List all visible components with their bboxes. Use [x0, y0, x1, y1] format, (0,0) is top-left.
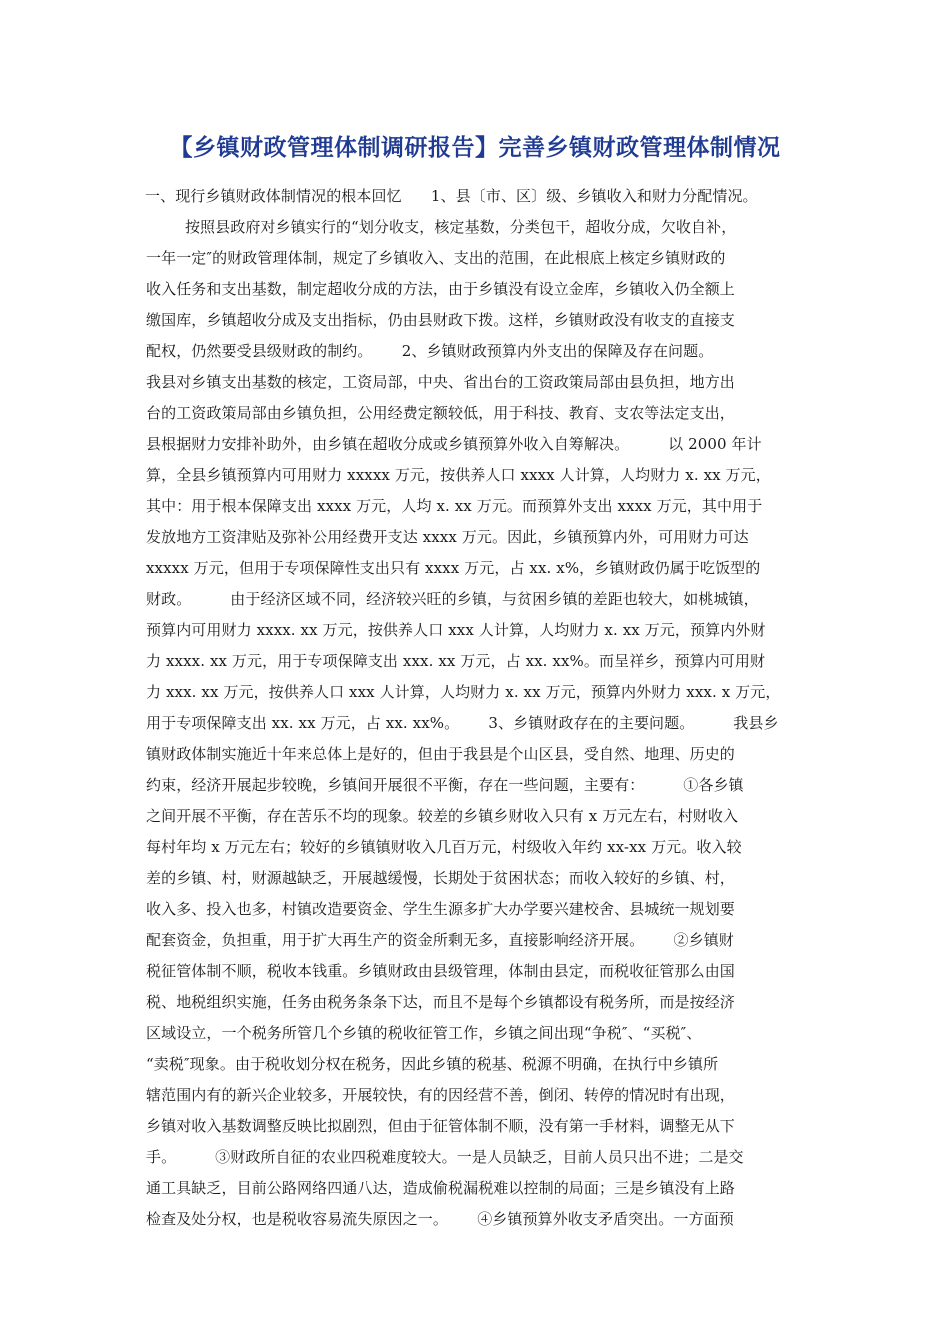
body-line: 每村年均 x 万元左右；较好的乡镇镇财收入几百万元，村级收入年约 xx-xx 万元。收入较 — [146, 838, 742, 856]
body-line: 按照县政府对乡镇实行的“划分收支，核定基数，分类包干，超收分成，欠收自补， — [146, 218, 737, 236]
body-line: 税、地税组织实施，任务由税务条条下达，而且不是每个乡镇都设有税务所，而是按经济 — [146, 993, 735, 1011]
body-line: 算，全县乡镇预算内可用财力 xxxxx 万元，按供养人口 xxxx 人计算，人均财力 x. xx 万元， — [146, 466, 771, 484]
body-line: 配权，仍然要受县级财政的制约。 2、乡镇财政预算内外支出的保障及存在问题。 — [146, 342, 714, 360]
body-line: 一、现行乡镇财政体制情况的根本回忆 1、县〔市、区〕级、乡镇收入和财力分配情况。 — [145, 187, 758, 205]
body-line: 收入任务和支出基数，制定超收分成的方法，由于乡镇没有设立金库，乡镇收入仍全额上 — [146, 280, 735, 298]
body-line: 力 xxx. xx 万元，按供养人口 xxx 人计算，人均财力 x. xx 万元，预算内外财力 xxx. x 万元， — [146, 683, 781, 701]
body-line: 检查及处分权，也是税收容易流失原因之一。 ④乡镇预算外收支矛盾突出。一方面预 — [146, 1210, 734, 1228]
body-line: 我县对乡镇支出基数的核定，工资局部，中央、省出台的工资政策局部由县负担，地方出 — [146, 373, 735, 391]
body-line: 用于专项保障支出 xx. xx 万元，占 xx. xx%。 3、乡镇财政存在的主要问题。 我县乡 — [146, 714, 779, 732]
body-line: 收入多、投入也多，村镇改造要资金、学生生源多扩大办学要兴建校舍、县城统一规划要 — [146, 900, 735, 918]
body-line: 区域设立，一个税务所管几个乡镇的税收征管工作，乡镇之间出现“争税″、“买税″、 — [146, 1024, 702, 1042]
body-line: “卖税″现象。由于税收划分权在税务，因此乡镇的税基、税源不明确，在执行中乡镇所 — [146, 1055, 719, 1073]
body-line: 镇财政体制实施近十年来总体上是好的，但由于我县是个山区县，受自然、地理、历史的 — [146, 745, 735, 763]
body-line: 其中：用于根本保障支出 xxxx 万元，人均 x. xx 万元。而预算外支出 xxxx 万元，其中用于 — [146, 497, 763, 515]
document-title: 【乡镇财政管理体制调研报告】完善乡镇财政管理体制情况 — [169, 135, 781, 161]
body-line: 配套资金，负担重，用于扩大再生产的资金所剩无多，直接影响经济开展。 ②乡镇财 — [146, 931, 734, 949]
body-line: 发放地方工资津贴及弥补公用经费开支达 xxxx 万元。因此，乡镇预算内外，可用财力可达 — [146, 528, 749, 546]
body-line: 通工具缺乏，目前公路网络四通八达，造成偷税漏税难以控制的局面；三是乡镇没有上路 — [146, 1179, 735, 1197]
body-line: xxxxx 万元，但用于专项保障性支出只有 xxxx 万元，占 xx. x%，乡镇财政仍属于吃饭型的 — [146, 559, 761, 577]
body-line: 缴国库，乡镇超收分成及支出指标，仍由县财政下拨。这样，乡镇财政没有收支的直接支 — [146, 311, 735, 329]
body-line: 财政。 由于经济区域不同，经济较兴旺的乡镇，与贫困乡镇的差距也较大，如桃城镇， — [146, 590, 759, 608]
body-line: 县根据财力安排补助外，由乡镇在超收分成或乡镇预算外收入自筹解决。 以 2000 年计 — [146, 435, 762, 453]
body-line: 手。 ③财政所自征的农业四税难度较大。一是人员缺乏，目前人员只出不进；二是交 — [146, 1148, 744, 1166]
body-line: 乡镇对收入基数调整反映比拟剧烈，但由于征管体制不顺，没有第一手材料，调整无从下 — [146, 1117, 735, 1135]
body-line: 台的工资政策局部由乡镇负担，公用经费定额较低，用于科技、教育、支农等法定支出， — [146, 404, 735, 422]
body-line: 约束，经济开展起步较晚，乡镇间开展很不平衡，存在一些问题，主要有： ①各乡镇 — [146, 776, 744, 794]
body-line: 预算内可用财力 xxxx. xx 万元，按供养人口 xxx 人计算，人均财力 x. xx 万元，预算内外财 — [146, 621, 766, 639]
document-body — [146, 181, 806, 1235]
body-line: 一年一定″的财政管理体制，规定了乡镇收入、支出的范围，在此根底上核定乡镇财政的 — [146, 249, 726, 267]
body-line: 力 xxxx. xx 万元，用于专项保障支出 xxx. xx 万元，占 xx. xx%。而呈祥乡，预算内可用财 — [146, 652, 766, 670]
body-line: 辖范围内有的新兴企业较多，开展较快，有的因经营不善，倒闭、转停的情况时有出现， — [146, 1086, 735, 1104]
body-line: 之间开展不平衡，存在苦乐不均的现象。较差的乡镇乡财收入只有 x 万元左右，村财收入 — [146, 807, 739, 825]
body-line: 差的乡镇、村，财源越缺乏，开展越缓慢，长期处于贫困状态；而收入较好的乡镇、村， — [146, 869, 735, 887]
body-line: 税征管体制不顺，税收本钱重。乡镇财政由县级管理，体制由县定，而税收征管那么由国 — [146, 962, 735, 980]
